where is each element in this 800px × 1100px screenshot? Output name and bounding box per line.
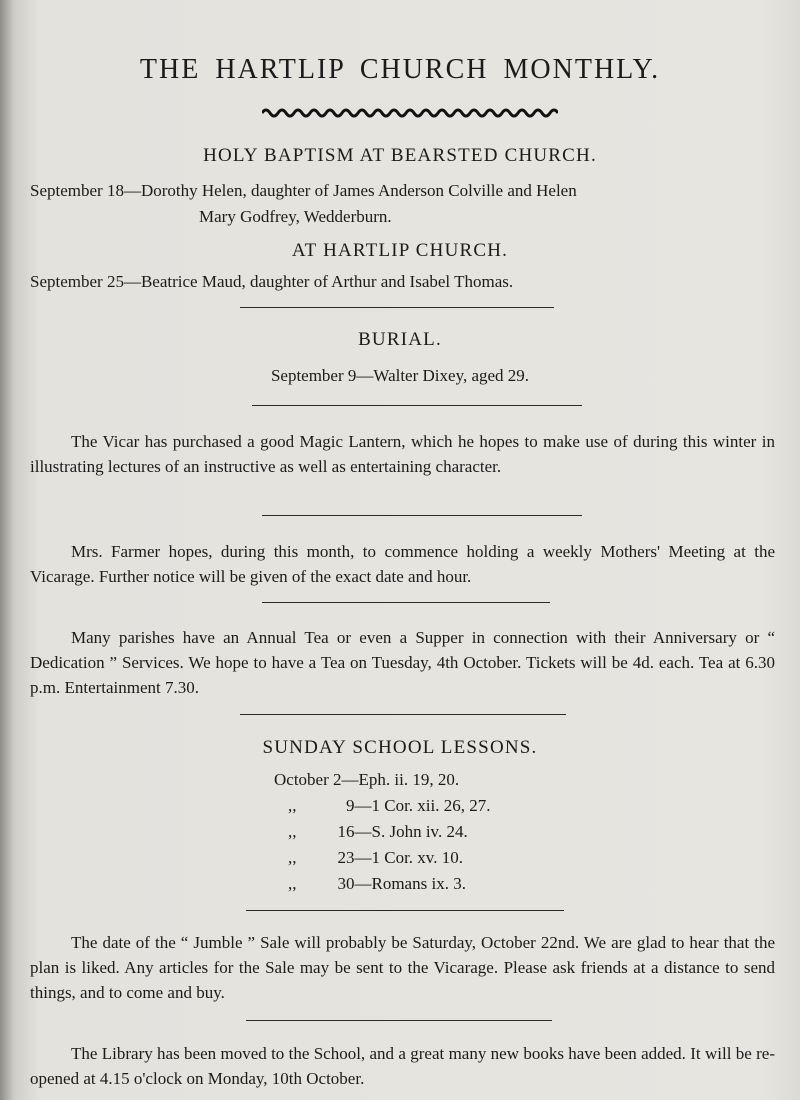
lesson-item: ,, 9—1 Cor. xii. 26, 27.	[288, 796, 491, 815]
divider	[246, 910, 564, 911]
ditto-mark: ,,	[288, 874, 297, 893]
lesson-item: October 2—Eph. ii. 19, 20.	[274, 770, 460, 789]
lesson-reading: 1 Cor. xv. 10.	[371, 848, 463, 867]
divider	[262, 515, 582, 516]
lesson-item: ,, 30—Romans ix. 3.	[288, 874, 466, 893]
ditto-mark: ,,	[288, 848, 297, 867]
divider	[246, 1020, 552, 1021]
baptism-entry-1-line-1: September 18—Dorothy Helen, daughter of James Anderson Colville and Helen	[30, 181, 577, 200]
ditto-mark: ,,	[288, 796, 297, 815]
lantern-notice: The Vicar has purchased a good Magic Lantern, which he hopes to make use of during this winter in illustrating lectures of an instructive as well as entertaining character.	[30, 432, 775, 476]
lesson-date: October 2	[274, 770, 342, 789]
lesson-day: 23	[337, 848, 355, 867]
jumble-sale-notice: The date of the “ Jumble ” Sale will probably be Saturday, October 22nd. We are glad to hear that the plan is liked. Any articles for the Sale may be sent to the Vicarage. Please ask friends at a distance to send things, and to come and buy.	[30, 933, 775, 1002]
mothers-meeting-notice: Mrs. Farmer hopes, during this month, to commence holding a weekly Mothers' Meeting at the Vicarage. Further notice will be given of the exact date and hour.	[30, 542, 775, 586]
masthead-title: THE HARTLIP CHURCH MONTHLY.	[139, 54, 661, 85]
baptism-heading: HOLY BAPTISM AT BEARSTED CHURCH.	[203, 145, 597, 166]
divider	[252, 405, 582, 406]
divider	[240, 714, 566, 715]
wavy-ornament	[262, 106, 558, 120]
baptism-subheading: AT HARTLIP CHURCH.	[291, 240, 509, 261]
lesson-day: 9	[346, 796, 355, 815]
ditto-mark: ,,	[288, 822, 297, 841]
lesson-day: 30	[337, 874, 355, 893]
divider	[262, 602, 550, 603]
baptism-entry-2: September 25—Beatrice Maud, daughter of Arthur and Isabel Thomas.	[30, 272, 514, 291]
lesson-item: ,, 16—S. John iv. 24.	[288, 822, 468, 841]
lesson-reading: 1 Cor. xii. 26, 27.	[371, 796, 491, 815]
burial-entry: September 9—Walter Dixey, aged 29.	[270, 366, 530, 385]
library-notice: The Library has been moved to the School, and a great many new books have been added. It will be re-opened at 4.15 o'clock on Monday, 10th October.	[30, 1044, 775, 1088]
lesson-day: 16	[337, 822, 355, 841]
sunday-school-heading: SUNDAY SCHOOL LESSONS.	[262, 737, 538, 758]
lesson-reading: Romans ix. 3.	[371, 874, 466, 893]
burial-heading: BURIAL.	[358, 329, 442, 350]
tea-notice: Many parishes have an Annual Tea or even a Supper in connection with their Anniversary or “ Dedication ” Services. We hope to have a Tea on Tuesday, 4th October. Tickets will be 4d. each. Tea at 6.30 p.m. Entertainment 7.30.	[30, 628, 775, 697]
divider	[240, 307, 554, 308]
lesson-reading: S. John iv. 24.	[371, 822, 468, 841]
lesson-reading: Eph. ii. 19, 20.	[358, 770, 460, 789]
lesson-item: ,, 23—1 Cor. xv. 10.	[288, 848, 463, 867]
baptism-entry-1-line-2: Mary Godfrey, Wedderburn.	[199, 207, 392, 226]
